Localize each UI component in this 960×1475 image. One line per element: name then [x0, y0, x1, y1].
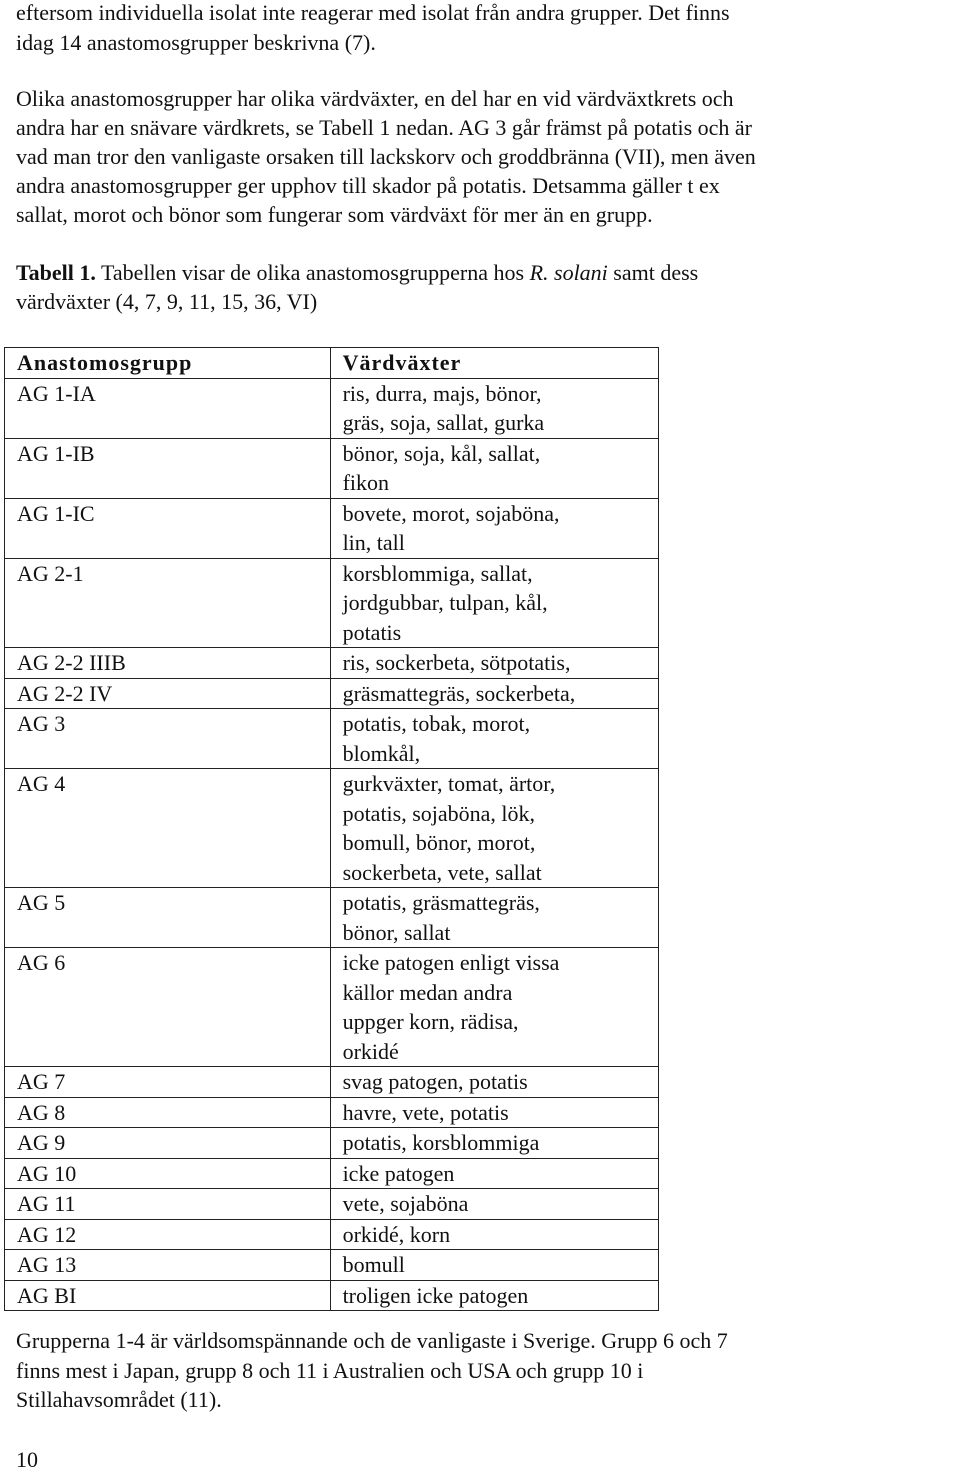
host-line: potatis, tobak, morot, [342, 711, 531, 736]
host-line: gräsmattegräs, sockerbeta, [342, 680, 576, 706]
host-line: bomull, bönor, morot, [342, 830, 536, 855]
host-line: fikon [342, 470, 390, 495]
caption-label: Tabell 1. [16, 260, 96, 285]
host-line: potatis, gräsmattegräs, [342, 890, 540, 915]
hosts-cell [330, 948, 658, 1067]
host-line: potatis, sojaböna, lök, [342, 800, 536, 826]
header-vardvaxter: Värdväxter [330, 348, 658, 379]
group-cell: AG 7 [5, 1067, 331, 1098]
table-row [5, 438, 659, 498]
hosts-cell [330, 498, 658, 558]
host-line: blomkål, [342, 740, 421, 766]
paragraph-line-1: Olika anastomosgrupper har olika värdväxter, en del har en vid värdväxtkrets och [16, 86, 734, 111]
host-line: icke patogen [342, 1160, 455, 1186]
hosts-cell [330, 1189, 658, 1220]
hosts-cell [330, 1097, 658, 1128]
hosts-cell [330, 1067, 658, 1098]
caption-text: Tabellen visar de olika anastomosgrupperna hos [95, 260, 530, 285]
table-row [5, 1219, 659, 1250]
host-line: vete, sojaböna [342, 1191, 469, 1216]
table-header-row [5, 348, 659, 379]
table-row [5, 498, 659, 558]
hosts-cell [330, 1158, 658, 1189]
group-cell: AG 1-IC [5, 498, 331, 558]
hosts-cell [330, 709, 658, 769]
hosts-cell [330, 1280, 658, 1311]
table-row [5, 648, 659, 679]
hosts-cell [330, 678, 658, 709]
hosts-cell [330, 1128, 658, 1159]
footer-line-1: Grupperna 1-4 är världsomspännande och de vanligaste i Sverige. Grupp 6 och 7 [16, 1328, 728, 1353]
table-row [5, 948, 659, 1067]
table-row [5, 709, 659, 769]
intro-line-2: idag 14 anastomosgrupper beskrivna (7). [16, 30, 376, 55]
group-cell: AG 12 [5, 1219, 331, 1250]
table-row [5, 678, 659, 709]
host-line: potatis, korsblommiga [342, 1130, 540, 1155]
hosts-cell [330, 769, 658, 888]
group-cell: AG 5 [5, 888, 331, 948]
group-cell: AG 2-2 IV [5, 678, 331, 709]
host-line: ris, durra, majs, bönor, [342, 380, 542, 406]
host-line: lin, tall [342, 530, 405, 555]
table-body [5, 378, 659, 1311]
group-cell: AG 9 [5, 1128, 331, 1159]
host-line: orkidé, korn [342, 1221, 451, 1247]
hosts-cell [330, 1219, 658, 1250]
host-line: svag patogen, potatis [342, 1069, 528, 1094]
group-cell: AG 10 [5, 1158, 331, 1189]
paragraph-line-3: vad man tror den vanligaste orsaken till lackskorv och groddbränna (VII), men även [16, 144, 756, 169]
group-cell: AG 1-IA [5, 378, 331, 438]
group-cell: AG 11 [5, 1189, 331, 1220]
group-cell: AG 2-2 IIIB [5, 648, 331, 679]
table-row [5, 1280, 659, 1311]
paragraph-line-4: andra anastomosgrupper ger upphov till skador på potatis. Detsamma gäller t ex [16, 173, 720, 198]
host-line: potatis [342, 619, 402, 645]
host-line: gurkväxter, tomat, ärtor, [342, 771, 556, 796]
intro-line-1: eftersom individuella isolat inte reagerar med isolat från andra grupper. Det finns [16, 0, 730, 25]
host-line: bönor, soja, kål, sallat, [342, 440, 541, 466]
hosts-cell [330, 558, 658, 648]
group-cell: AG 3 [5, 709, 331, 769]
host-line: bomull [342, 1252, 405, 1277]
table-row [5, 1250, 659, 1281]
footer-paragraph [16, 1326, 946, 1415]
host-line: källor medan andra [342, 979, 513, 1005]
hosts-cell [330, 648, 658, 679]
table-row [5, 888, 659, 948]
host-line: orkidé [342, 1038, 399, 1064]
table-row [5, 558, 659, 648]
host-plant-table [4, 347, 659, 1311]
caption-line-2: värdväxter (4, 7, 9, 11, 15, 36, VI) [16, 289, 318, 314]
table-row [5, 1189, 659, 1220]
hosts-cell [330, 888, 658, 948]
hosts-cell [330, 438, 658, 498]
table-row [5, 1158, 659, 1189]
caption-text-after: samt dess [607, 260, 699, 285]
paragraph-line-2: andra har en snävare värdkrets, se Tabell 1 nedan. AG 3 går främst på potatis och är [16, 115, 753, 140]
host-line: havre, vete, potatis [342, 1099, 509, 1125]
footer-line-3: Stillahavsområdet (11). [16, 1387, 222, 1412]
footer-line-2: finns mest i Japan, grupp 8 och 11 i Australien och USA och grupp 10 i [16, 1357, 644, 1383]
group-cell: AG 8 [5, 1097, 331, 1128]
hosts-cell [330, 1250, 658, 1281]
header-anastomosgrupp: Anastomosgrupp [5, 348, 331, 379]
host-line: bovete, morot, sojaböna, [342, 500, 560, 526]
host-line: troligen icke patogen [342, 1282, 529, 1308]
group-cell: AG 13 [5, 1250, 331, 1281]
caption-species: R. solani [529, 260, 608, 285]
table-row [5, 1128, 659, 1159]
host-line: icke patogen enligt vissa [342, 950, 560, 975]
table-row [5, 1097, 659, 1128]
host-line: korsblommiga, sallat, [342, 560, 533, 586]
table-row [5, 378, 659, 438]
hosts-cell [330, 378, 658, 438]
table-row [5, 1067, 659, 1098]
host-line: bönor, sallat [342, 919, 451, 945]
host-line: sockerbeta, vete, sallat [342, 859, 542, 885]
group-cell: AG 4 [5, 769, 331, 888]
table-caption [16, 258, 698, 288]
group-cell: AG BI [5, 1280, 331, 1311]
host-line: ris, sockerbeta, sötpotatis, [342, 650, 571, 675]
host-line: gräs, soja, sallat, gurka [342, 410, 545, 435]
group-cell: AG 6 [5, 948, 331, 1067]
page-number: 10 [16, 1447, 38, 1472]
host-line: jordgubbar, tulpan, kål, [342, 590, 548, 615]
table-row [5, 769, 659, 888]
group-cell: AG 1-IB [5, 438, 331, 498]
group-cell: AG 2-1 [5, 558, 331, 648]
host-line: uppger korn, rädisa, [342, 1009, 519, 1034]
paragraph-line-5: sallat, morot och bönor som fungerar som värdväxt för mer än en grupp. [16, 202, 653, 227]
